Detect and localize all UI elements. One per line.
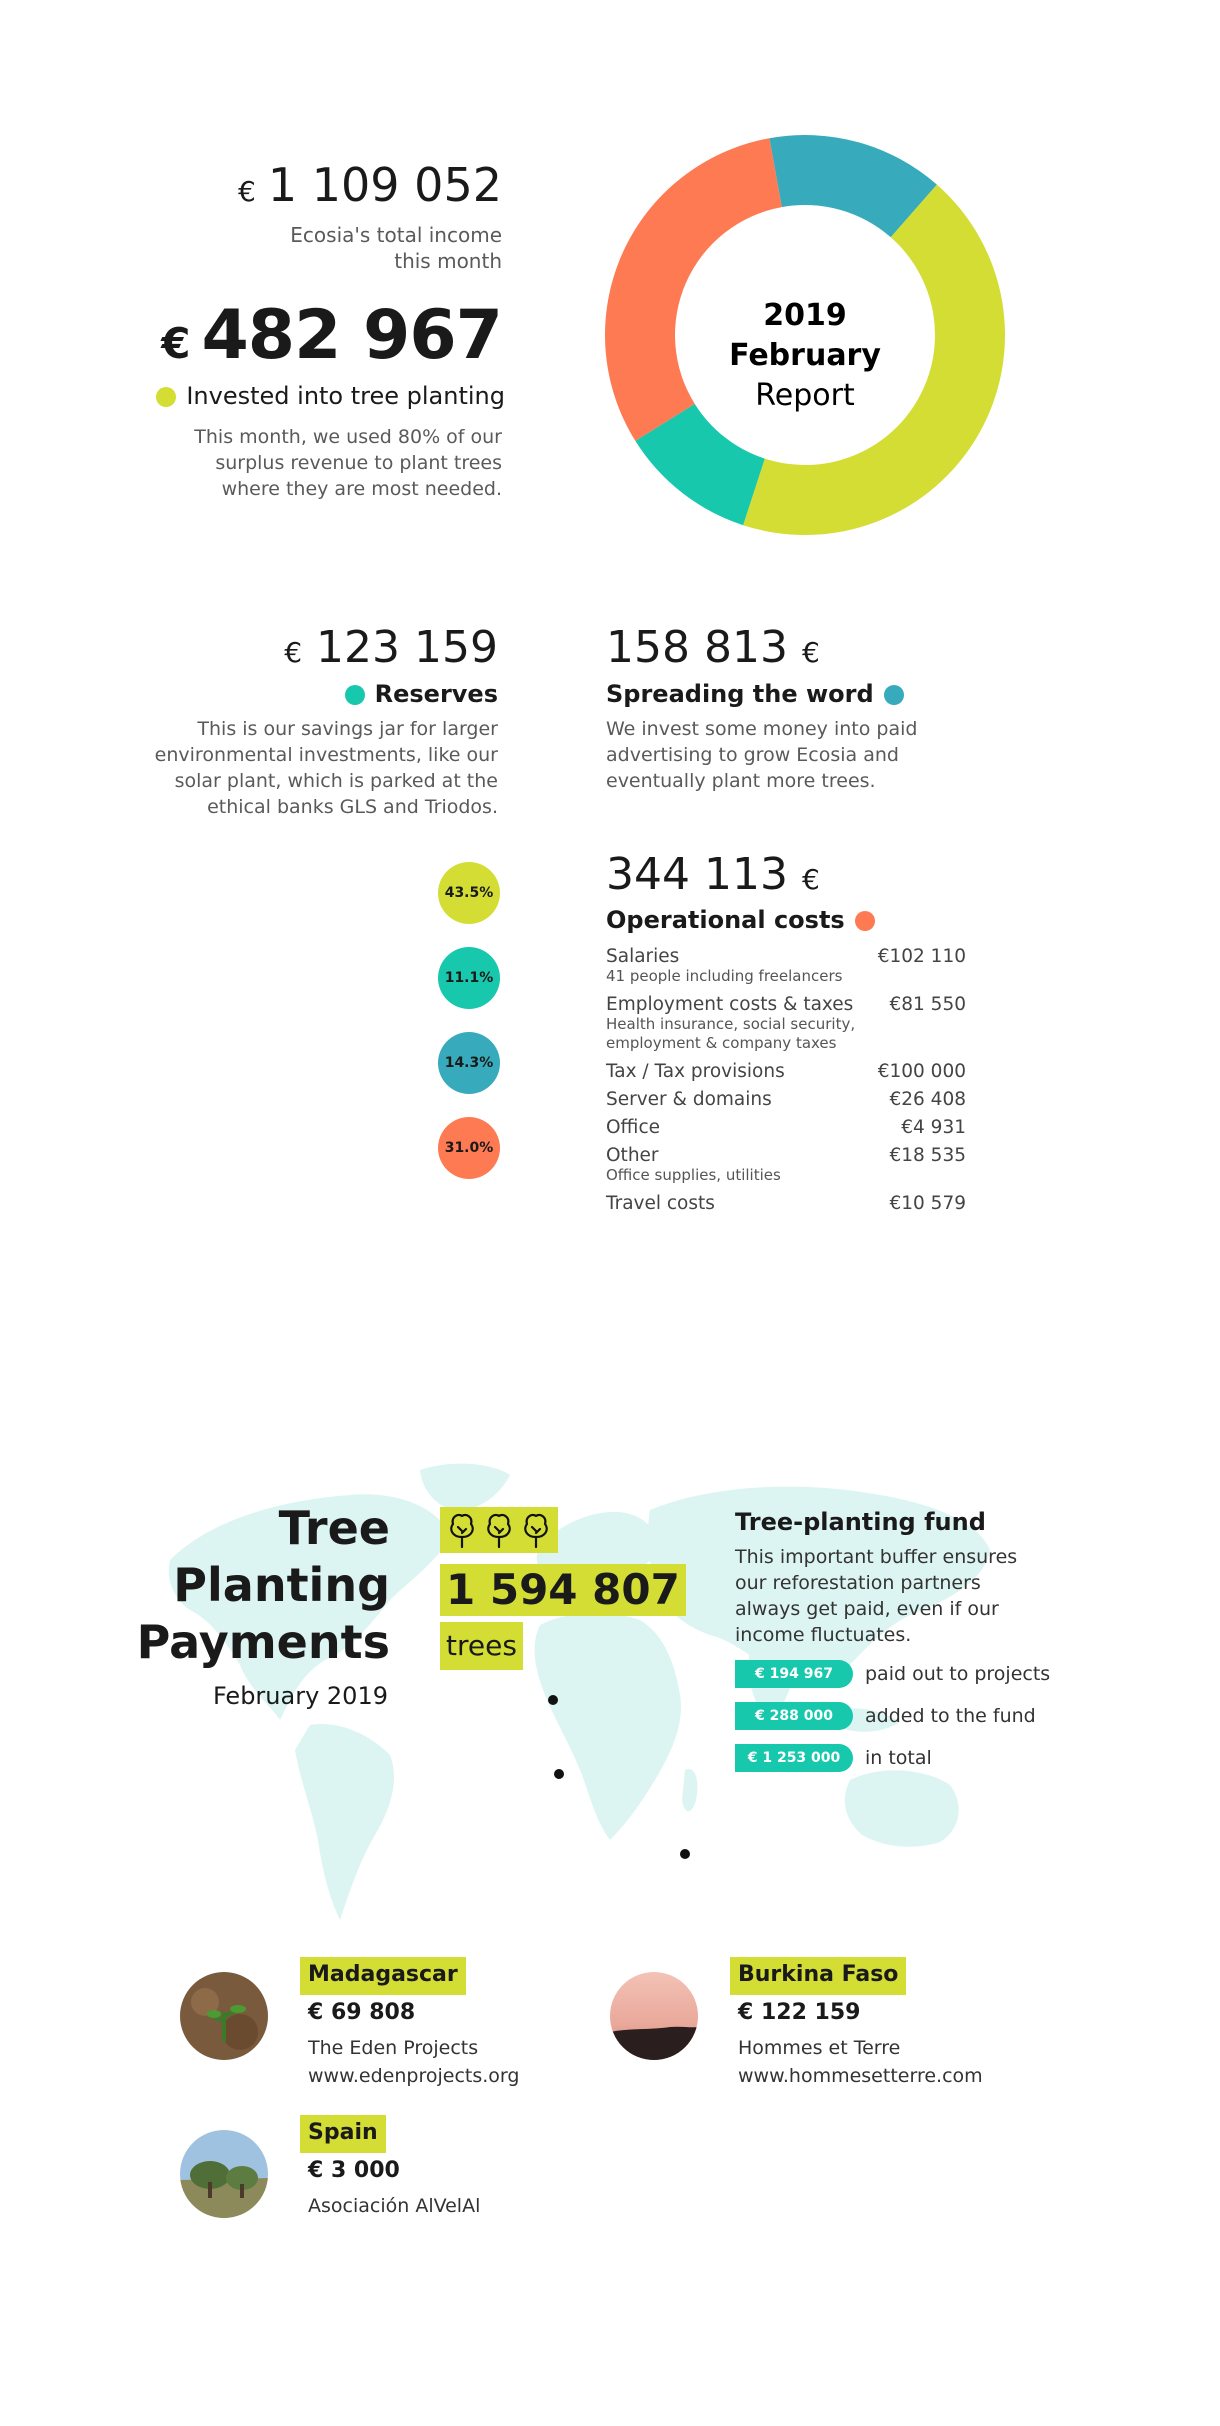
cost-value: €100 000	[877, 1061, 966, 1082]
donut-word: Report	[755, 378, 855, 413]
spain-photo	[180, 2130, 268, 2218]
donut-month: February	[729, 338, 881, 373]
reserves-label: Reserves	[374, 680, 498, 708]
cost-name: Server & domains	[606, 1089, 772, 1110]
table-row	[606, 946, 966, 986]
percent-badge-invested: 43.5%	[438, 862, 500, 924]
project-amount: € 69 808	[308, 2000, 416, 2025]
operational-costs-table	[606, 946, 966, 1214]
project-country-spain: Spain	[300, 2115, 386, 2153]
title-line: Tree	[278, 1501, 390, 1555]
invested-label-row	[140, 382, 505, 410]
fund-row-text: in total	[865, 1747, 932, 1769]
tree-icons-badge	[440, 1507, 558, 1553]
cost-value: €18 535	[889, 1145, 966, 1166]
reserves-description: This is our savings jar for larger environmental investments, like our solar plant, which is parked at the ethical banks GLS and Triodos.	[154, 718, 498, 818]
project-org: Asociación AlVelAl	[308, 2195, 481, 2217]
operational-amount	[606, 849, 906, 900]
madagascar-photo	[180, 1972, 268, 2060]
tree-planting-month: February 2019	[212, 1682, 388, 1710]
invested-value: 482 967	[201, 296, 502, 375]
donut-year: 2019	[763, 298, 847, 333]
fund-description: This important buffer ensures our reforestation partners always get paid, even if our income fluctuates.	[735, 1546, 1018, 1646]
spreading-currency: €	[801, 636, 820, 669]
table-row	[606, 1145, 966, 1185]
reserves-label-row	[300, 680, 498, 708]
fund-pill: € 194 967	[735, 1660, 853, 1688]
table-row	[606, 994, 966, 1053]
operational-value: 344 113	[606, 849, 788, 900]
fund-pill: € 288 000	[735, 1702, 853, 1730]
total-income-currency: €	[238, 175, 256, 208]
project-amount: € 3 000	[308, 2158, 400, 2183]
reserves-value: 123 159	[316, 622, 498, 673]
cost-name: Other	[606, 1145, 659, 1166]
cost-name: Employment costs & taxes	[606, 994, 854, 1015]
spreading-value: 158 813	[606, 622, 788, 673]
spreading-label-row	[606, 680, 906, 708]
table-row	[606, 1193, 966, 1214]
trees-word: trees	[440, 1622, 523, 1670]
project-url[interactable]: www.hommesetterre.com	[738, 2065, 983, 2087]
cost-note: Health insurance, social security, employment & company taxes	[606, 1015, 856, 1052]
fund-row-text: added to the fund	[865, 1705, 1036, 1727]
fund-row	[735, 1744, 932, 1772]
table-row	[606, 1117, 966, 1138]
total-income-amount	[180, 158, 502, 212]
spreading-description: We invest some money into paid advertising to grow Ecosia and eventually plant more trees.	[606, 718, 918, 792]
orange-legend-dot	[855, 911, 875, 931]
fund-row	[735, 1702, 1036, 1730]
total-income-value: 1 109 052	[267, 158, 502, 212]
location-dot-spain	[548, 1695, 558, 1705]
cost-name: Office	[606, 1117, 661, 1138]
tree-planting-payments-title	[120, 1500, 390, 1671]
reserves-currency: €	[284, 636, 303, 669]
invested-label: Invested into tree planting	[186, 382, 505, 410]
reserves-amount	[250, 622, 498, 673]
title-line: Payments	[136, 1615, 390, 1669]
project-country-madagascar: Madagascar	[300, 1957, 466, 1995]
lime-legend-dot	[156, 387, 176, 407]
title-line: Planting	[173, 1558, 390, 1612]
cost-value: €102 110	[877, 946, 966, 967]
cost-value: €26 408	[889, 1089, 966, 1110]
fund-row	[735, 1660, 1050, 1688]
trees-count: 1 594 807	[440, 1564, 686, 1616]
teal-legend-dot	[345, 685, 365, 705]
percent-badge-operational: 31.0%	[438, 1117, 500, 1179]
location-dot-burkina-faso	[554, 1769, 564, 1779]
operational-label-row	[606, 906, 906, 934]
project-country-burkina-faso: Burkina Faso	[730, 1957, 906, 1995]
cost-name: Tax / Tax provisions	[606, 1061, 785, 1082]
cost-name: Travel costs	[606, 1193, 715, 1214]
location-dot-madagascar	[680, 1849, 690, 1859]
total-income-caption: Ecosia's total income this month	[290, 223, 502, 273]
operational-label: Operational costs	[606, 906, 845, 934]
cost-value: €81 550	[889, 994, 966, 1015]
tree-icon	[440, 1507, 558, 1553]
cost-name: Salaries	[606, 946, 680, 967]
percent-badge-spreading: 14.3%	[438, 1032, 500, 1094]
fund-row-text: paid out to projects	[865, 1663, 1051, 1685]
spreading-amount	[606, 622, 906, 673]
percent-badge-reserves: 11.1%	[438, 947, 500, 1009]
project-url[interactable]: www.edenprojects.org	[308, 2065, 520, 2087]
donut-chart	[590, 135, 1020, 565]
operational-currency: €	[801, 863, 820, 896]
project-org: Hommes et Terre	[738, 2037, 901, 2059]
cost-value: €4 931	[901, 1117, 966, 1138]
cost-note: Office supplies, utilities	[606, 1166, 781, 1184]
burkina-faso-photo	[610, 1972, 698, 2060]
invested-currency: €	[161, 319, 190, 368]
project-org: The Eden Projects	[308, 2037, 479, 2059]
project-amount: € 122 159	[738, 2000, 861, 2025]
invested-description: This month, we used 80% of our surplus revenue to plant trees where they are most needed.	[194, 426, 502, 500]
cost-note: 41 people including freelancers	[606, 967, 843, 985]
fund-pill: € 1 253 000	[735, 1744, 853, 1772]
fund-title: Tree-planting fund	[735, 1508, 986, 1536]
cost-value: €10 579	[889, 1193, 966, 1214]
spreading-label: Spreading the word	[606, 680, 874, 708]
table-row	[606, 1061, 966, 1082]
invested-amount	[140, 296, 502, 375]
table-row	[606, 1089, 966, 1110]
blue-legend-dot	[884, 685, 904, 705]
